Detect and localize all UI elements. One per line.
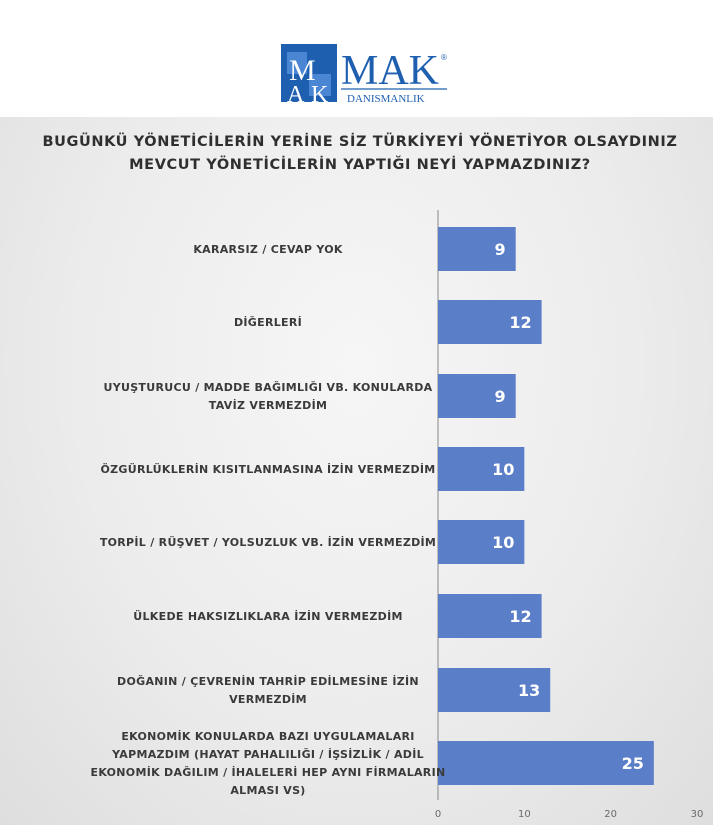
category-label: TORPİL / RÜŞVET / YOLSUZLUK VB. İZİN VERMEZDİM [99,536,437,549]
category-label: TAVİZ VERMEZDİM [208,399,328,412]
category-label: EKONOMİK KONULARDA BAZI UYGULAMALARI [121,730,415,743]
data-label: 10 [492,533,515,552]
logo-mark-m: M [289,54,316,87]
x-tick-label: 10 [517,809,531,820]
category-label: YAPMAZDIM (HAYAT PAHALILIĞI / İŞSİZLİK / ADİL [112,748,424,761]
data-label: 25 [621,754,644,773]
data-label: 13 [517,681,541,700]
x-tick-label: 0 [434,809,442,820]
logo-subtitle: DANISMANLIK [347,93,425,105]
category-label: KARARSIZ / CEVAP YOK [193,243,343,256]
logo-mark-k: K [311,82,329,106]
data-label: 10 [492,460,515,479]
logo-mark-a: A [287,82,305,106]
category-label: UYUŞTURUCU / MADDE BAĞIMLIĞI VB. KONULARDA [103,381,433,394]
data-label: 9 [494,387,506,406]
category-label: ALMASI VS) [230,784,306,797]
x-tick-label: 30 [690,809,704,820]
data-label: 9 [494,240,506,259]
category-label: ÖZGÜRLÜKLERİN KISITLANMASINA İZİN VERMEZDİM [100,463,436,476]
category-label: VERMEZDİM [229,693,307,706]
chart-title: BUGÜNKÜ YÖNETİCİLERİN YERİNE SİZ TÜRKİYEYİ YÖNETİYOR OLSAYDINIZ MEVCUT YÖNETİCİLERİN YAPTIĞI NEYİ YAPMAZDINIZ? [42,134,678,173]
data-label: 12 [509,607,532,626]
category-label: ÜLKEDE HAKSIZLIKLARA İZİN VERMEZDİM [133,610,403,623]
category-label: DİĞERLERİ [233,316,303,329]
logo-name: MAK [341,48,440,94]
x-tick-label: 20 [604,809,618,820]
logo-registered: ® [441,53,447,62]
data-label: 12 [509,313,532,332]
category-label: DOĞANIN / ÇEVRENİN TAHRİP EDİLMESİNE İZİN [117,675,419,688]
category-label: EKONOMİK DAĞILIM / İHALELERİ HEP AYNI FİRMALARIN [90,766,446,779]
